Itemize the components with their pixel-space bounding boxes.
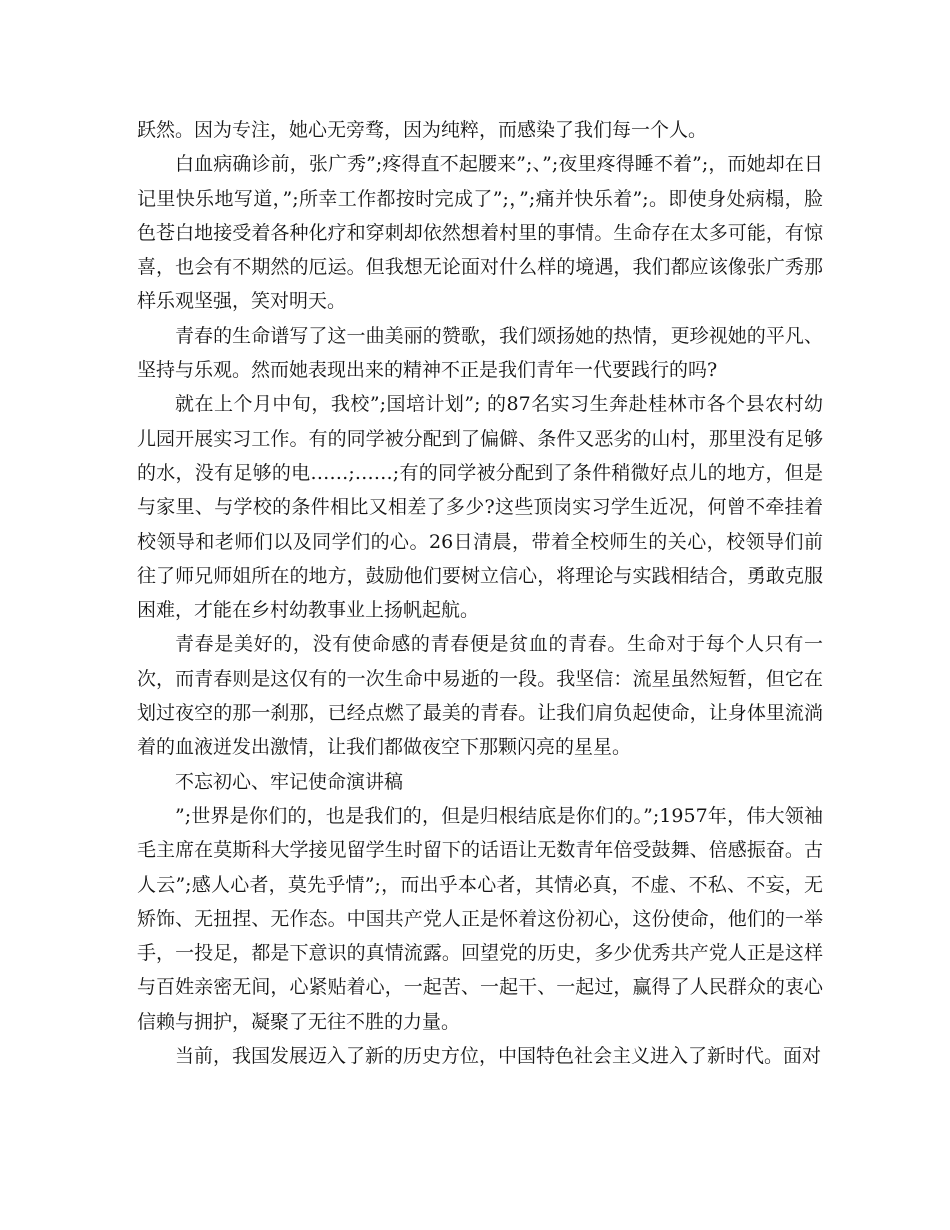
paragraph: ”;世界是你们的，也是我们的，但是归根结底是你们的。”;1957年，伟大领袖毛主席在莫斯科大学接见留学生时留下的话语让无数青年倍受鼓舞、倍感振奋。古人云”;感人心者，莫先乎情”;，而出乎本心者，其情必真，不虚、不私、不妄，无矫饰、无扭捏、无作态。中国共产党人正是怀着这份初心，这份使命，他们的一举手，一投足，都是下意识的真情流露。回望党的历史，多少优秀共产党人正是这样与百姓亲密无间，心紧贴着心，一起苦、一起干、一起过，赢得了人民群众的衷心信赖与拥护，凝聚了无往不胜的力量。 [137, 804, 823, 1033]
paragraph: 就在上个月中旬，我校”;国培计划”; 的87名实习生奔赴桂林市各个县农村幼儿园开展实习工作。有的同学被分配到了偏僻、条件又恶劣的山村，那里没有足够的水，没有足够的电……;……;有的同学被分配到了条件稍微好点儿的地方，但是与家里、与学校的条件相比又相差了多少?这些顶岗实习学生近况，何曾不牵挂着校领导和老师们以及同学们的心。26日清晨，带着全校师生的关心，校领导们前往了师兄师姐所在的地方，鼓励他们要树立信心，将理论与实践相结合，勇敢克服困难，才能在乡村幼教事业上扬帆起航。 [137, 393, 823, 622]
paragraph: 当前，我国发展迈入了新的历史方位，中国特色社会主义进入了新时代。面对 [175, 1045, 822, 1068]
paragraph: 青春是美好的，没有使命感的青春便是贫血的青春。生命对于每个人只有一次，而青春则是这仅有的一次生命中易逝的一段。我坚信：流星虽然短暂，但它在划过夜空的那一刹那，已经点燃了最美的青春。让我们肩负起使命，让身体里流淌着的血液迸发出激情，让我们都做夜空下那颗闪亮的星星。 [137, 633, 823, 759]
paragraph-continuation: 跃然。因为专注，她心无旁骛，因为纯粹，而感染了我们每一个人。 [137, 119, 708, 141]
section-title: 不忘初心、牢记使命演讲稿 [175, 770, 404, 793]
paragraph: 白血病确诊前，张广秀”;疼得直不起腰来”;、”;夜里疼得睡不着”;，而她却在日记里快乐地写道，”;所幸工作都按时完成了”;，”;痛并快乐着”;。即使身处病榻，脸色苍白地接受着各种化疗和穿刺却依然想着村里的事情。生命存在太多可能，有惊喜，也会有不期然的厄运。但我想无论面对什么样的境遇，我们都应该像张广秀那样乐观坚强，笑对明天。 [137, 153, 823, 313]
paragraph: 青春的生命谱写了这一曲美丽的赞歌，我们颂扬她的热情，更珍视她的平凡、坚持与乐观。然而她表现出来的精神不正是我们青年一代要践行的吗? [137, 324, 823, 382]
document-body [137, 113, 823, 1073]
